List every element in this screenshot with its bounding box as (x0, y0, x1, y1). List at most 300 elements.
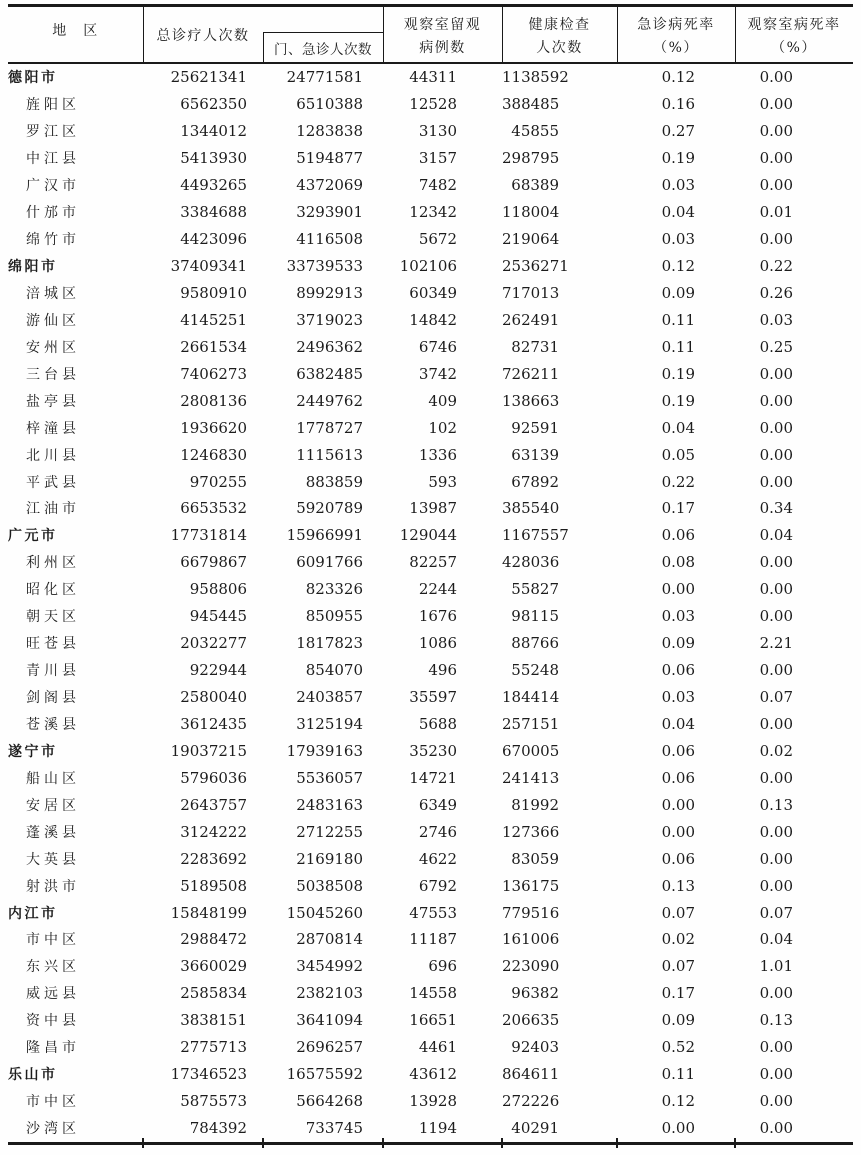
region-cell: 大英县 (26, 851, 80, 868)
value-cell: 970255 (189, 472, 247, 491)
value-cell: 14721 (409, 768, 457, 787)
value-cell: 0.00 (759, 95, 793, 114)
table-row (8, 657, 853, 684)
value-cell: 0.00 (759, 364, 793, 383)
region-cell: 绵阳市 (8, 259, 58, 276)
value-cell: 4461 (418, 1038, 457, 1057)
value-cell: 945445 (189, 607, 247, 626)
value-cell: 0.00 (759, 149, 793, 168)
value-cell: 2808136 (180, 391, 247, 410)
value-cell: 2661534 (180, 337, 247, 356)
value-cell: 223090 (502, 957, 560, 976)
value-cell: 5189508 (180, 876, 247, 895)
column-header-observation-mortality (735, 14, 853, 60)
value-cell: 1.01 (759, 957, 793, 976)
value-cell: 0.04 (661, 714, 695, 733)
table-row (8, 899, 853, 926)
value-cell: 13987 (409, 499, 457, 518)
value-cell: 2283692 (180, 849, 247, 868)
region-cell: 德阳市 (8, 70, 58, 87)
table-row (8, 468, 853, 495)
value-cell: 0.00 (759, 661, 793, 680)
value-cell: 409 (428, 391, 457, 410)
value-cell: 0.08 (661, 553, 695, 572)
region-cell: 平武县 (26, 474, 80, 491)
table-row (8, 603, 853, 630)
value-cell: 3157 (418, 149, 457, 168)
table-row (8, 280, 853, 307)
value-cell: 98115 (511, 607, 559, 626)
value-cell: 35597 (409, 688, 457, 707)
value-cell: 92591 (511, 418, 559, 437)
value-cell: 5920789 (296, 499, 363, 518)
table-row (8, 360, 853, 387)
value-cell: 1817823 (296, 634, 363, 653)
table-row (8, 818, 853, 845)
value-cell: 958806 (189, 580, 247, 599)
value-cell: 0.00 (661, 1119, 695, 1138)
region-cell: 中江县 (26, 151, 80, 168)
column-header-total-visits: 总诊疗人次数 (156, 28, 250, 44)
value-cell: 2580040 (180, 688, 247, 707)
value-cell: 63139 (511, 445, 559, 464)
value-cell: 47553 (409, 903, 457, 922)
table-row (8, 980, 853, 1007)
region-cell: 威远县 (26, 986, 80, 1003)
value-cell: 298795 (502, 149, 560, 168)
value-cell: 82257 (409, 553, 457, 572)
value-cell: 0.00 (759, 1038, 793, 1057)
value-cell: 25621341 (170, 68, 247, 87)
table-row (8, 145, 853, 172)
table-row (8, 522, 853, 549)
value-cell: 922944 (189, 661, 247, 680)
region-cell: 安居区 (26, 797, 80, 814)
value-cell: 5038508 (296, 876, 363, 895)
column-header-region: 地 区 (52, 23, 99, 39)
value-cell: 7406273 (180, 364, 247, 383)
value-cell: 102106 (399, 257, 457, 276)
value-cell: 0.06 (661, 661, 695, 680)
table-row (8, 737, 853, 764)
value-cell: 0.00 (759, 445, 793, 464)
table-row (8, 1007, 853, 1034)
value-cell: 0.06 (661, 741, 695, 760)
table-row (8, 253, 853, 280)
table-row (8, 711, 853, 738)
region-cell: 沙湾区 (26, 1121, 80, 1138)
value-cell: 0.05 (661, 445, 695, 464)
region-cell: 遂宁市 (8, 743, 58, 760)
header-line: 人次数 (536, 40, 583, 56)
region-cell: 绵竹市 (26, 232, 80, 249)
value-cell: 68389 (511, 176, 559, 195)
value-cell: 262491 (502, 310, 560, 329)
value-cell: 16651 (409, 1011, 457, 1030)
value-cell: 0.00 (759, 472, 793, 491)
value-cell: 0.27 (661, 122, 695, 141)
table-row (8, 306, 853, 333)
value-cell: 864611 (502, 1065, 560, 1084)
value-cell: 96382 (511, 984, 559, 1003)
value-cell: 92403 (511, 1038, 559, 1057)
value-cell: 35230 (409, 741, 457, 760)
value-cell: 0.03 (661, 607, 695, 626)
value-cell: 6562350 (180, 95, 247, 114)
region-cell: 射洪市 (26, 878, 80, 895)
value-cell: 2032277 (180, 634, 247, 653)
region-cell: 东兴区 (26, 959, 80, 976)
value-cell: 24771581 (286, 68, 363, 87)
value-cell: 67892 (511, 472, 559, 491)
value-cell: 1167557 (502, 526, 569, 545)
value-cell: 6349 (418, 795, 457, 814)
value-cell: 0.07 (661, 957, 695, 976)
value-cell: 2403857 (296, 688, 363, 707)
value-cell: 219064 (502, 230, 560, 249)
value-cell: 3384688 (180, 203, 247, 222)
value-cell: 0.09 (661, 634, 695, 653)
value-cell: 726211 (502, 364, 560, 383)
value-cell: 5688 (418, 714, 457, 733)
region-cell: 旺苍县 (26, 636, 80, 653)
value-cell: 0.25 (759, 337, 793, 356)
value-cell: 4116508 (296, 230, 363, 249)
value-cell: 2643757 (180, 795, 247, 814)
value-cell: 823326 (305, 580, 363, 599)
value-cell: 2449762 (296, 391, 363, 410)
table-row (8, 764, 853, 791)
value-cell: 60349 (409, 283, 457, 302)
table-row (8, 953, 853, 980)
value-cell: 883859 (305, 472, 363, 491)
value-cell: 6653532 (180, 499, 247, 518)
value-cell: 0.19 (661, 391, 695, 410)
region-cell: 青川县 (26, 663, 80, 680)
value-cell: 257151 (502, 714, 560, 733)
value-cell: 9580910 (180, 283, 247, 302)
header-line: 健康检查 (528, 17, 591, 33)
value-cell: 0.00 (759, 714, 793, 733)
header-line: （%） (653, 40, 699, 56)
region-cell: 安州区 (26, 339, 80, 356)
column-header-observation-cases (383, 14, 502, 60)
value-cell: 1194 (418, 1119, 457, 1138)
table-row (8, 1088, 853, 1115)
value-cell: 0.12 (661, 257, 695, 276)
value-cell: 15045260 (286, 903, 363, 922)
region-cell: 什邡市 (26, 205, 80, 222)
header-line: 病例数 (419, 40, 466, 56)
region-cell: 剑阁县 (26, 690, 80, 707)
value-cell: 0.09 (661, 283, 695, 302)
value-cell: 272226 (502, 1092, 560, 1111)
value-cell: 3838151 (180, 1011, 247, 1030)
value-cell: 1138592 (502, 68, 569, 87)
value-cell: 0.13 (759, 1011, 793, 1030)
value-cell: 2.21 (759, 634, 793, 653)
value-cell: 0.06 (661, 526, 695, 545)
region-cell: 广汉市 (26, 178, 80, 195)
region-cell: 江油市 (26, 501, 80, 518)
value-cell: 5194877 (296, 149, 363, 168)
value-cell: 0.00 (759, 1092, 793, 1111)
value-cell: 0.19 (661, 149, 695, 168)
value-cell: 136175 (502, 876, 560, 895)
value-cell: 1086 (418, 634, 457, 653)
value-cell: 3719023 (296, 310, 363, 329)
value-cell: 2483163 (296, 795, 363, 814)
table-row (8, 64, 853, 91)
value-cell: 0.07 (759, 688, 793, 707)
value-cell: 5664268 (296, 1092, 363, 1111)
value-cell: 2746 (418, 822, 457, 841)
value-cell: 4372069 (296, 176, 363, 195)
value-cell: 0.00 (759, 1065, 793, 1084)
value-cell: 12342 (409, 203, 457, 222)
value-cell: 4145251 (180, 310, 247, 329)
value-cell: 0.01 (759, 203, 793, 222)
value-cell: 2536271 (502, 257, 569, 276)
table-row (8, 414, 853, 441)
value-cell: 0.00 (661, 580, 695, 599)
value-cell: 5875573 (180, 1092, 247, 1111)
value-cell: 0.26 (759, 283, 793, 302)
value-cell: 83059 (511, 849, 559, 868)
value-cell: 0.13 (759, 795, 793, 814)
table-row (8, 226, 853, 253)
value-cell: 6792 (418, 876, 457, 895)
value-cell: 0.04 (661, 203, 695, 222)
value-cell: 0.07 (759, 903, 793, 922)
value-cell: 14842 (409, 310, 457, 329)
table-row (8, 387, 853, 414)
value-cell: 127366 (502, 822, 560, 841)
value-cell: 0.00 (759, 876, 793, 895)
region-cell: 罗江区 (26, 124, 80, 141)
value-cell: 3130 (418, 122, 457, 141)
value-cell: 0.11 (661, 1065, 695, 1084)
value-cell: 0.04 (759, 930, 793, 949)
value-cell: 2496362 (296, 337, 363, 356)
value-cell: 4493265 (180, 176, 247, 195)
region-cell: 隆昌市 (26, 1040, 80, 1057)
column-header-emergency-mortality (617, 14, 735, 60)
value-cell: 0.00 (661, 822, 695, 841)
region-cell: 利州区 (26, 555, 80, 572)
value-cell: 0.06 (661, 768, 695, 787)
table-body (8, 64, 853, 1142)
value-cell: 0.00 (759, 822, 793, 841)
value-cell: 0.17 (661, 499, 695, 518)
value-cell: 241413 (502, 768, 560, 787)
value-cell: 0.00 (759, 607, 793, 626)
value-cell: 0.22 (759, 257, 793, 276)
value-cell: 784392 (189, 1119, 247, 1138)
value-cell: 1676 (418, 607, 457, 626)
column-header-outpatient-emergency: 门、急诊人次数 (274, 42, 372, 58)
value-cell: 3125194 (296, 714, 363, 733)
value-cell: 17731814 (170, 526, 247, 545)
value-cell: 4423096 (180, 230, 247, 249)
value-cell: 1283838 (296, 122, 363, 141)
value-cell: 854070 (305, 661, 363, 680)
value-cell: 1336 (418, 445, 457, 464)
value-cell: 161006 (502, 930, 560, 949)
value-cell: 0.03 (661, 688, 695, 707)
value-cell: 19037215 (170, 741, 247, 760)
table-row (8, 684, 853, 711)
value-cell: 6746 (418, 337, 457, 356)
region-cell: 游仙区 (26, 312, 80, 329)
region-cell: 朝天区 (26, 609, 80, 626)
value-cell: 0.09 (661, 1011, 695, 1030)
value-cell: 0.00 (759, 849, 793, 868)
value-cell: 0.17 (661, 984, 695, 1003)
value-cell: 0.00 (759, 418, 793, 437)
subheader-divider-rule (263, 32, 383, 33)
value-cell: 0.03 (661, 176, 695, 195)
value-cell: 206635 (502, 1011, 560, 1030)
value-cell: 2696257 (296, 1038, 363, 1057)
value-cell: 0.16 (661, 95, 695, 114)
value-cell: 2244 (418, 580, 457, 599)
region-cell: 广元市 (8, 528, 58, 545)
region-cell: 市中区 (26, 932, 80, 949)
header-line: 观察室留观 (403, 17, 482, 33)
value-cell: 5536057 (296, 768, 363, 787)
value-cell: 0.03 (759, 310, 793, 329)
table-row (8, 791, 853, 818)
table-row (8, 199, 853, 226)
table-row (8, 549, 853, 576)
value-cell: 0.00 (759, 68, 793, 87)
table-row (8, 1034, 853, 1061)
value-cell: 2988472 (180, 930, 247, 949)
region-cell: 市中区 (26, 1094, 80, 1111)
value-cell: 0.02 (759, 741, 793, 760)
region-cell: 旌阳区 (26, 97, 80, 114)
table-row (8, 495, 853, 522)
region-cell: 蓬溪县 (26, 824, 80, 841)
value-cell: 0.00 (661, 795, 695, 814)
value-cell: 15848199 (170, 903, 247, 922)
region-cell: 三台县 (26, 366, 80, 383)
value-cell: 55248 (511, 661, 559, 680)
value-cell: 670005 (502, 741, 560, 760)
value-cell: 6510388 (296, 95, 363, 114)
value-cell: 2870814 (296, 930, 363, 949)
value-cell: 11187 (409, 930, 457, 949)
value-cell: 0.19 (661, 364, 695, 383)
value-cell: 118004 (502, 203, 560, 222)
value-cell: 3454992 (296, 957, 363, 976)
value-cell: 12528 (409, 95, 457, 114)
value-cell: 0.00 (759, 768, 793, 787)
table-top-rule (8, 4, 853, 7)
value-cell: 1936620 (180, 418, 247, 437)
value-cell: 3641094 (296, 1011, 363, 1030)
value-cell: 0.13 (661, 876, 695, 895)
value-cell: 1246830 (180, 445, 247, 464)
value-cell: 16575592 (286, 1065, 363, 1084)
value-cell: 5796036 (180, 768, 247, 787)
value-cell: 0.03 (661, 230, 695, 249)
table-row (8, 1115, 853, 1142)
value-cell: 0.00 (759, 230, 793, 249)
value-cell: 0.04 (759, 526, 793, 545)
value-cell: 40291 (511, 1119, 559, 1138)
value-cell: 779516 (502, 903, 560, 922)
value-cell: 0.00 (759, 1119, 793, 1138)
region-cell: 梓潼县 (26, 420, 80, 437)
value-cell: 850955 (305, 607, 363, 626)
value-cell: 8992913 (296, 283, 363, 302)
value-cell: 0.00 (759, 984, 793, 1003)
value-cell: 2585834 (180, 984, 247, 1003)
value-cell: 43612 (409, 1065, 457, 1084)
value-cell: 496 (428, 661, 457, 680)
value-cell: 1115613 (296, 445, 363, 464)
value-cell: 1778727 (296, 418, 363, 437)
value-cell: 3742 (418, 364, 457, 383)
value-cell: 7482 (418, 176, 457, 195)
value-cell: 0.00 (759, 553, 793, 572)
value-cell: 55827 (511, 580, 559, 599)
value-cell: 44311 (409, 68, 457, 87)
value-cell: 3124222 (180, 822, 247, 841)
value-cell: 0.52 (661, 1038, 695, 1057)
region-cell: 涪城区 (26, 285, 80, 302)
region-cell: 苍溪县 (26, 716, 80, 733)
table-bottom-rule (8, 1142, 853, 1145)
table-row (8, 441, 853, 468)
value-cell: 3660029 (180, 957, 247, 976)
value-cell: 0.34 (759, 499, 793, 518)
table-row (8, 91, 853, 118)
value-cell: 0.00 (759, 122, 793, 141)
table-row (8, 172, 853, 199)
region-cell: 船山区 (26, 770, 80, 787)
value-cell: 0.12 (661, 68, 695, 87)
table-row (8, 926, 853, 953)
table-row (8, 333, 853, 360)
value-cell: 717013 (502, 283, 560, 302)
value-cell: 0.12 (661, 1092, 695, 1111)
value-cell: 388485 (502, 95, 560, 114)
value-cell: 0.11 (661, 337, 695, 356)
value-cell: 6382485 (296, 364, 363, 383)
header-line: 观察室病死率 (747, 17, 841, 33)
value-cell: 138663 (502, 391, 560, 410)
value-cell: 0.07 (661, 903, 695, 922)
value-cell: 428036 (502, 553, 560, 572)
table-row (8, 630, 853, 657)
value-cell: 88766 (511, 634, 559, 653)
value-cell: 2382103 (296, 984, 363, 1003)
table-row (8, 576, 853, 603)
value-cell: 0.02 (661, 930, 695, 949)
value-cell: 5413930 (180, 149, 247, 168)
value-cell: 14558 (409, 984, 457, 1003)
value-cell: 5672 (418, 230, 457, 249)
header-line: （%） (771, 40, 817, 56)
value-cell: 593 (428, 472, 457, 491)
value-cell: 0.00 (759, 580, 793, 599)
table-row (8, 1061, 853, 1088)
value-cell: 0.04 (661, 418, 695, 437)
value-cell: 6091766 (296, 553, 363, 572)
